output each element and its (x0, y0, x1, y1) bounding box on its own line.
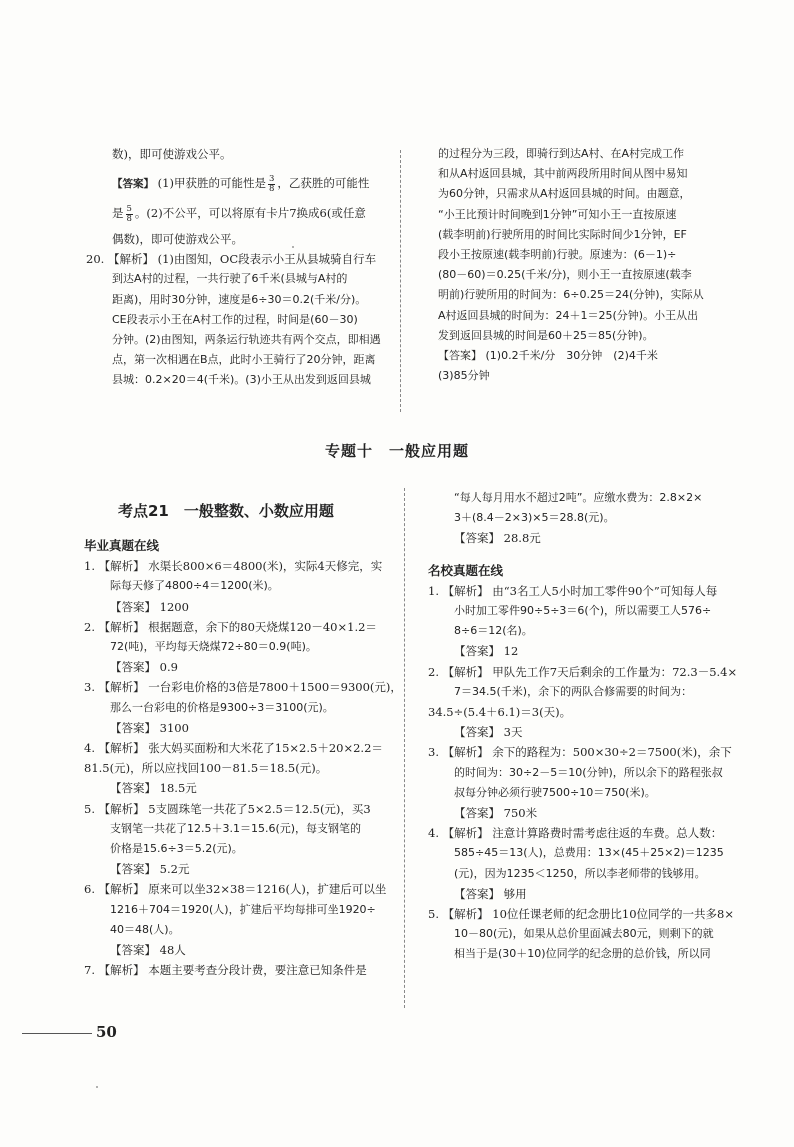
text-line: 585÷45＝13(人)，总费用：13×(45＋25×2)＝1235 (454, 846, 724, 860)
problem-line: 4. 【解析】 注意计算路费时需考虑往返的车费。总人数： (428, 826, 723, 841)
answer-line: 【答案】 28.8元 (454, 531, 541, 546)
text-line: “小王比预计时间晚到1分钟”可知小王一直按原速 (438, 207, 677, 221)
text-line: 相当于是(30＋10)位同学的纪念册的总价钱，所以同 (454, 947, 711, 961)
text-line: 偶数)，即可使游戏公平。 (112, 231, 243, 246)
section-heading: 名校真题在线 (428, 562, 504, 578)
top-right-column (438, 144, 704, 386)
problem-line: 3. 【解析】 余下的路程为：500×30÷2＝7500(米)，余下 (428, 745, 732, 760)
text-line: 8÷6＝12(名)。 (454, 624, 533, 638)
top-left-column (86, 144, 381, 391)
text-fragment: 是 (112, 206, 124, 221)
text-fragment: ，乙获胜的可能性 (277, 176, 370, 191)
text-line: 际每天修了4800÷4＝1200(米)。 (110, 579, 279, 593)
bottom-right-lines (428, 581, 737, 965)
text-line: 距离)，用时30分钟，速度是6÷30＝0.2(千米/分)。 (112, 292, 367, 306)
problem-line: 7. 【解析】 本题主要考查分段计费，要注意已知条件是 (84, 963, 367, 978)
answer-line: 【答案】 12 (454, 644, 519, 659)
answer-line: 【答案】 3100 (110, 720, 189, 735)
text-fragment: (1)甲获胜的可能性是 (157, 176, 266, 191)
text-line: 7＝34.5(千米)，余下的两队合修需要的时间为： (454, 684, 693, 698)
text-line: 3＋(8.4－2×3)×5＝28.8(元)。 (454, 511, 615, 525)
answer-line: 【答案】 3天 (454, 725, 523, 740)
problem-line: 5. 【解析】 10位任课老师的纪念册比10位同学的一共多8× (428, 907, 734, 922)
text-line (86, 203, 381, 224)
problem-line: 5. 【解析】 5支圆珠笔一共花了5×2.5＝12.5(元)，买3 (84, 801, 371, 816)
bottom-right-column (428, 488, 737, 965)
problem-line: 2. 【解析】 甲队先工作7天后剩余的工作量为：72.3－5.4× (428, 664, 738, 679)
answer-line: 【答案】 1200 (110, 599, 189, 614)
text-line: 明前)行驶所用的时间为：6÷0.25＝24(分钟)，实际从 (438, 288, 704, 302)
text-line: “每人每月用水不超过2吨”。应缴水费为：2.8×2× (454, 491, 703, 504)
text-line: (80－60)＝0.25(千米/分)，则小王一直按原速(载李 (438, 268, 692, 282)
text-line: 小时加工零件90÷5÷3＝6(个)，所以需要工人576÷ (454, 604, 712, 618)
text-line: 县城：0.2×20＝4(千米)。(3)小王从出发到返回县城 (112, 373, 371, 387)
problem-line: 6. 【解析】 原来可以坐32×38＝1216(人)，扩建后可以坐 (84, 882, 387, 897)
text-fragment: 。(2)不公平，可以将原有卡片7换成6(或任意 (134, 206, 366, 221)
column-divider (400, 150, 401, 412)
text-line: CE段表示小王在A村工作的过程，时间是(60－30) (112, 312, 358, 326)
text-line: 的时间为：30÷2－5＝10(分钟)，所以余下的路程张叔 (454, 765, 723, 779)
text-line: (元)，因为1235＜1250，所以李老师带的钱够用。 (454, 866, 706, 880)
text-line: A村返回县城的时间为：24＋1＝25(分钟)。小王从出 (438, 308, 699, 322)
problem-line: 4. 【解析】 张大妈买面粉和大米花了15×2.5＋20×2.2＝ (84, 741, 383, 756)
problem-line: 3. 【解析】 一台彩电价格的3倍是7800＋1500＝9300(元)， (84, 680, 402, 695)
footer-rule (22, 1033, 92, 1034)
text-line: 价格是15.6÷3＝5.2(元)。 (110, 842, 243, 856)
answer-line: 【答案】 0.9 (110, 660, 178, 675)
page-number: 50 (96, 1023, 117, 1041)
text-line: 72(吨)，平均每天烧煤72÷80＝0.9(吨)。 (110, 640, 317, 654)
problem-line: 20. 【解析】 (1)由图知，OC段表示小王从县城骑自行车 (86, 252, 377, 267)
point-title: 考点21 一般整数、小数应用题 (118, 502, 334, 520)
answer-line: 【答案】 48人 (110, 943, 186, 958)
bottom-left-lines (84, 556, 402, 980)
text-line: 到达A村的过程，一共行驶了6千米(县城与A村的 (112, 272, 348, 286)
scan-speck (96, 1086, 98, 1088)
text-line: 段小王按原速(载李明前)行驶。原速为：(6－1)÷ (438, 248, 677, 262)
answer-line: 【答案】 (1)0.2千米/分 30分钟 (2)4千米 (438, 349, 658, 363)
fraction: $\frac{5}{8}$ (126, 203, 132, 224)
problem-line: 1. 【解析】 水渠长800×6＝4800(米)，实际4天修完，实 (84, 559, 383, 574)
fraction: $\frac{3}{8}$ (268, 173, 275, 194)
problem-line: 81.5(元)，所以应找回100－81.5＝18.5(元)。 (84, 761, 328, 776)
text-line: 的过程分为三段，即骑行到达A村、在A村完成工作 (438, 147, 685, 160)
text-line: (载李明前)行驶所用的时间比实际时间少1分钟，EF (438, 227, 687, 241)
text-line: 数)，即可使游戏公平。 (112, 147, 232, 161)
text-line: 叔每分钟必须行驶7500÷10＝750(米)。 (454, 785, 656, 799)
problem-line: 2. 【解析】 根据题意，余下的80天烧煤120－40×1.2＝ (84, 619, 377, 634)
answer-line: (3)85分钟 (438, 369, 490, 383)
bottom-left-column (84, 536, 402, 980)
answer-line: 【答案】 750米 (454, 806, 538, 821)
column-divider (404, 488, 405, 1008)
section-heading: 毕业真题在线 (84, 538, 160, 553)
text-line: 那么一台彩电的价格是9300÷3＝3100(元)。 (110, 700, 334, 714)
text-line: 40＝48(人)。 (110, 922, 180, 936)
problem-line: 1. 【解析】 由“3名工人5小时加工零件90个”可知每人每 (428, 583, 718, 598)
problem-line: 34.5÷(5.4＋6.1)＝3(天)。 (428, 705, 572, 720)
answer-line: 【答案】 18.5元 (110, 781, 197, 796)
answer-tag: 【答案】 (112, 178, 154, 191)
answer-line: 【答案】 够用 (454, 886, 527, 901)
text-line: 为60分钟，只需求从A村返回县城的时间。由题意， (438, 187, 691, 201)
text-line: 和从A村返回县城，其中前两段所用时间从图中易知 (438, 167, 688, 181)
topic-title: 专题十 一般应用题 (324, 442, 469, 460)
text-line: 点，第一次相遇在B点，此时小王骑行了20分钟，距离 (112, 353, 376, 367)
text-line: 10－80(元)，如果从总价里面减去80元，则剩下的就 (454, 927, 714, 941)
text-line: 发到返回县城的时间是60＋25＝85(分钟)。 (438, 328, 654, 342)
answer-line: 【答案】 5.2元 (110, 862, 190, 877)
text-line: 支钢笔一共花了12.5＋3.1＝15.6(元)，每支钢笔的 (110, 821, 362, 835)
text-line: 分钟。(2)由图知，两条运行轨迹共有两个交点，即相遇 (112, 332, 381, 346)
text-line: 1216＋704＝1920(人)，扩建后平均每排可坐1920÷ (110, 902, 376, 916)
answer-line (86, 173, 381, 194)
scan-speck (292, 246, 294, 248)
